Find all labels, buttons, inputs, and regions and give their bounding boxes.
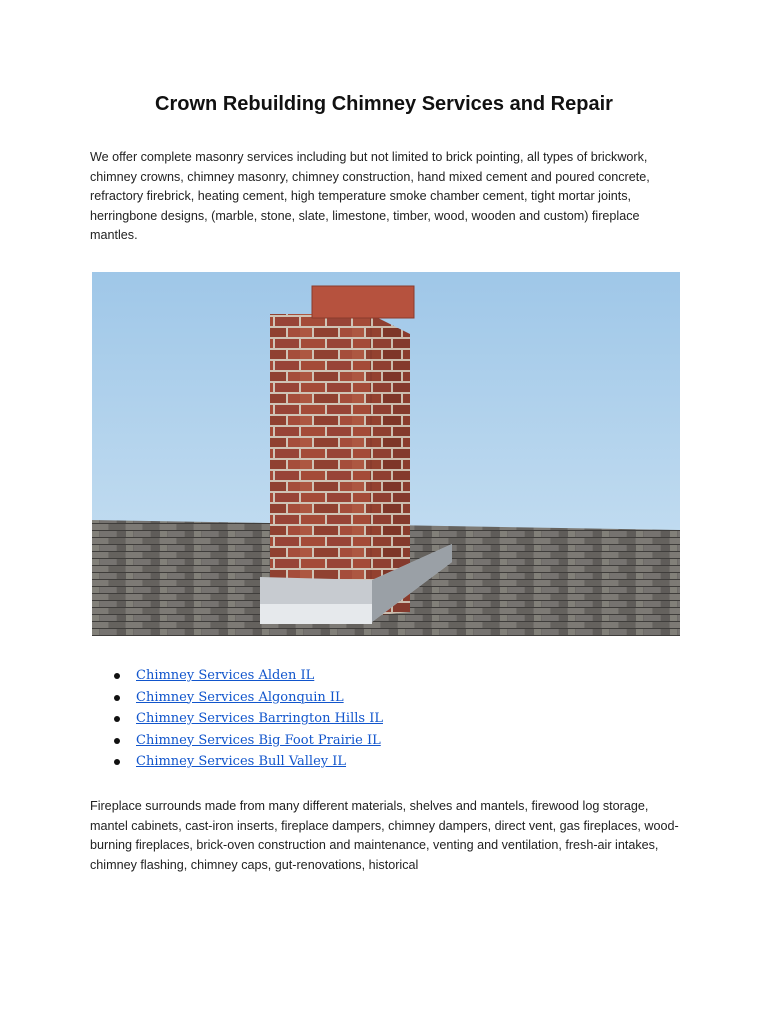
- link-chimney-services-bull-valley[interactable]: Chimney Services Bull Valley IL: [136, 754, 347, 769]
- list-item: [110, 708, 383, 730]
- link-chimney-services-algonquin[interactable]: Chimney Services Algonquin IL: [136, 689, 344, 705]
- service-links-list: [110, 665, 383, 773]
- chimney-photo: [92, 272, 680, 636]
- list-item: [110, 665, 383, 687]
- bullet-icon: [114, 738, 120, 744]
- bullet-icon: [114, 695, 120, 701]
- link-chimney-services-barrington-hills[interactable]: Chimney Services Barrington Hills IL: [136, 711, 383, 726]
- bullet-icon: [114, 716, 120, 722]
- page-title: Crown Rebuilding Chimney Services and Repair: [155, 93, 613, 115]
- link-chimney-services-alden[interactable]: Chimney Services Alden IL: [136, 668, 315, 683]
- list-item: [110, 730, 383, 752]
- outro-paragraph: Fireplace surrounds made from many different materials, shelves and mantels, firewood log storage, mantel cabinets, cast-iron inserts, fireplace dampers, chimney dampers, direct vent, gas fireplaces, wood-burning fireplaces, brick-oven construction and maintenance, venting and ventilation, fresh-air intakes, chimney flashing, chimney caps, gut-renovations, historical: [90, 799, 679, 872]
- bullet-icon: [114, 673, 120, 679]
- intro-paragraph: We offer complete masonry services including but not limited to brick pointing, all types of brickwork, chimney crowns, chimney masonry, chimney construction, hand mixed cement and poured concrete, refractory firebrick, heating cement, high temperature smoke chamber cement, tight mortar joints, herringbone designs, (marble, stone, slate, limestone, timber, wood, wooden and custom) fireplace mantles.: [90, 150, 650, 243]
- list-item: [110, 751, 383, 773]
- bullet-icon: [114, 759, 120, 765]
- link-chimney-services-big-foot-prairie[interactable]: Chimney Services Big Foot Prairie IL: [136, 732, 381, 748]
- list-item: [110, 687, 383, 709]
